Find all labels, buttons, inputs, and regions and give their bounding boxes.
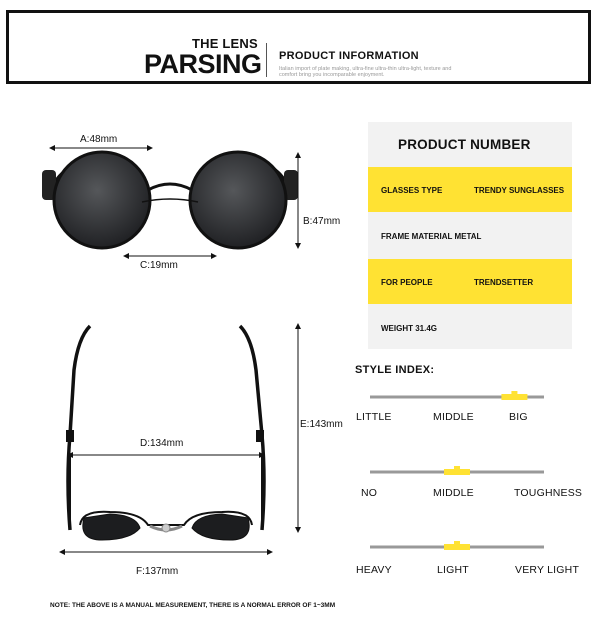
scale1-label-low: LITTLE [356, 411, 392, 423]
style-scales [360, 380, 560, 560]
glasses-type-value: TRENDY SUNGLASSES [474, 186, 565, 195]
dim-b-label: B:47mm [303, 216, 341, 227]
spec-row-frame [368, 212, 572, 259]
dim-e-label: E:143mm [300, 419, 343, 430]
scale1-label-high: BIG [509, 411, 528, 423]
glasses-diagram [0, 100, 360, 630]
scale1-label-mid: MIDDLE [433, 411, 474, 423]
measurement-note: NOTE: THE ABOVE IS A MANUAL MEASUREMENT, THERE IS A NORMAL ERROR OF 1~3MM [50, 602, 336, 609]
top-view-glasses [66, 326, 264, 540]
spec-row-weight [368, 304, 572, 349]
scale2-label-mid: MIDDLE [433, 487, 474, 499]
scale3-label-mid: LIGHT [437, 564, 469, 576]
scale2-label-high: TOUGHNESS [514, 487, 583, 499]
section-title: PRODUCT INFORMATION [279, 50, 419, 62]
glasses-type-label: GLASSES TYPE [381, 186, 443, 195]
for-people-value: TRENDSETTER [474, 278, 534, 287]
dim-d-label: D:134mm [140, 438, 184, 449]
header-divider [266, 43, 267, 77]
title-line-1: THE LENS [192, 36, 258, 51]
front-view-glasses [42, 152, 298, 248]
title-line-2: PARSING [144, 49, 262, 79]
dim-f-label: F:137mm [136, 566, 179, 577]
spec-row-for-people [368, 259, 572, 304]
scale-marker-tip-1 [511, 391, 517, 395]
for-people-label: FOR PEOPLE [381, 278, 433, 287]
spec-row-glasses-type [368, 167, 572, 212]
scale-marker-tip-2 [454, 466, 460, 470]
weight: WEIGHT 31.4G [381, 324, 438, 333]
scale-marker-tip-3 [454, 541, 460, 545]
style-index-title: STYLE INDEX: [355, 364, 435, 376]
scale2-label-low: NO [361, 487, 378, 499]
scale3-label-low: HEAVY [356, 564, 392, 576]
header-banner [6, 10, 591, 84]
dim-c-label: C:19mm [140, 260, 178, 271]
spec-heading: PRODUCT NUMBER [398, 137, 531, 152]
scale3-label-high: VERY LIGHT [515, 564, 580, 576]
dim-a-label: A:48mm [80, 134, 118, 145]
header-subtitle: Italian import of plate making, ultra-fine ultra-thin ultra-light, texture and comfort bring you incomparable enjoyment. [279, 66, 452, 78]
spec-heading-row [368, 122, 572, 167]
frame-material: FRAME MATERIAL METAL [381, 232, 482, 241]
spec-table [368, 122, 572, 349]
